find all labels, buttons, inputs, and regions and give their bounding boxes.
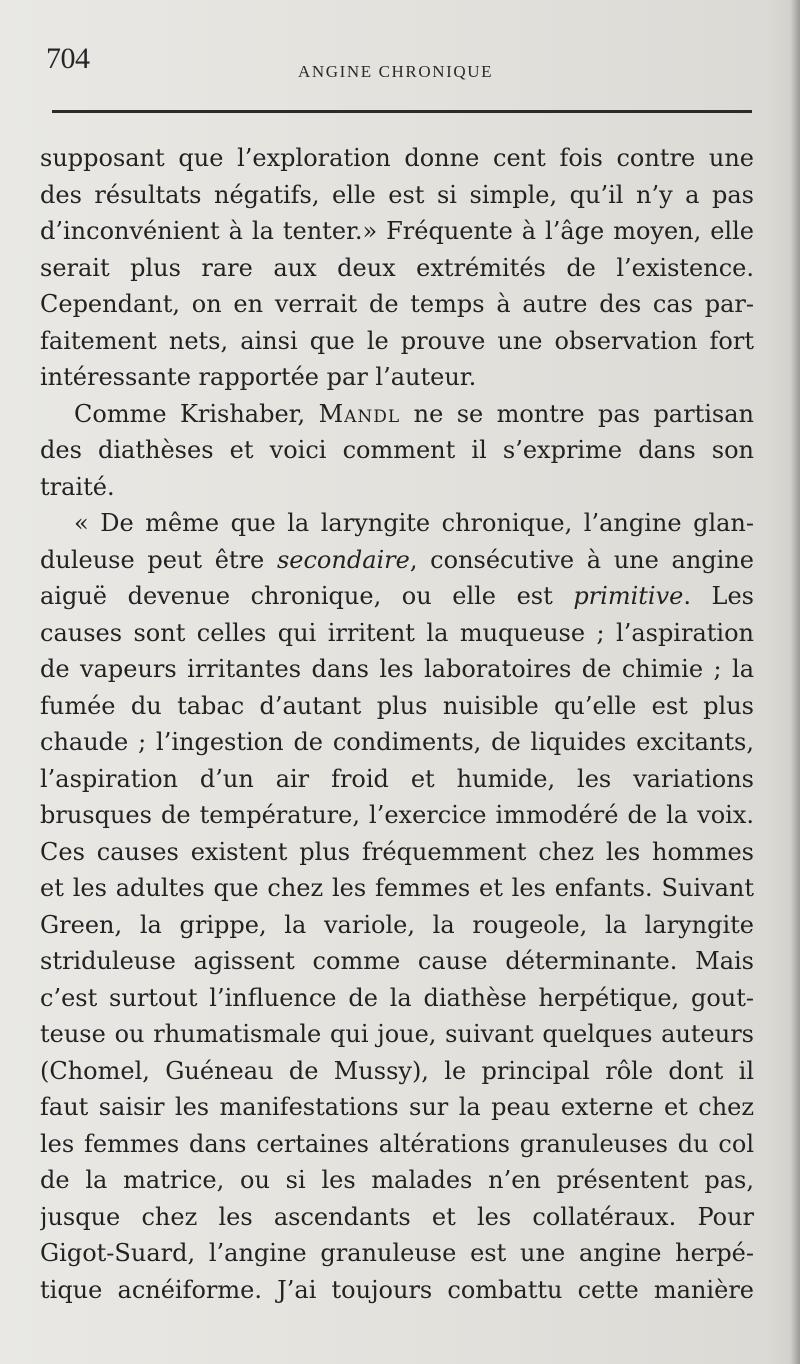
text-line: faitement nets, ainsi que le prouve une observation fort xyxy=(40,326,754,355)
italic-term-secondaire: secondaire xyxy=(276,545,410,574)
text-line: teuse ou rhumatismale qui joue, suivant quelques auteurs xyxy=(40,1020,754,1048)
text-line: traité. xyxy=(40,472,115,501)
text-segment: duleuse peut être xyxy=(40,545,265,574)
text-line xyxy=(40,542,754,579)
text-line: l’aspiration d’un air froid et humide, les variations xyxy=(40,764,754,793)
text-segment: Comme Krishaber, xyxy=(74,399,306,428)
text-line: tique acnéiforme. J’ai toujours combattu cette manière xyxy=(40,1275,754,1304)
text-line: d’inconvénient à la tenter.» Fréquente à l’âge moyen, elle xyxy=(40,217,754,245)
text-line: de vapeurs irritantes dans les laboratoires de chimie ; la xyxy=(40,655,754,683)
page-number: 704 xyxy=(46,42,90,75)
body-text xyxy=(40,140,754,1308)
running-title: ANGINE CHRONIQUE xyxy=(298,62,494,81)
text-line: Gigot-Suard, l’angine granuleuse est une angine herpé- xyxy=(40,1239,754,1267)
text-line: « De même que la laryngite chronique, l’angine glan- xyxy=(74,509,754,537)
text-line: serait plus rare aux deux extrémités de l’existence. xyxy=(40,253,754,282)
text-segment: aiguë devenue chronique, ou elle est xyxy=(40,582,553,610)
text-line: jusque chez les ascendants et les collatéraux. Pour xyxy=(40,1202,754,1231)
text-line: fumée du tabac d’autant plus nuisible qu’elle est plus xyxy=(40,691,754,720)
text-line: des diathèses et voici comment il s’exprime dans son xyxy=(40,436,754,464)
text-line: intéressante rapportée par l’auteur. xyxy=(40,363,477,391)
text-line: chaude ; l’ingestion de condiments, de liquides excitants, xyxy=(40,728,754,756)
text-line: brusques de température, l’exercice immodéré de la voix. xyxy=(40,801,754,829)
text-line: faut saisir les manifestations sur la peau externe et chez xyxy=(40,1093,754,1121)
text-line: Ces causes existent plus fréquemment chez les hommes xyxy=(40,837,754,866)
page-edge-shadow xyxy=(790,0,800,1364)
text-line xyxy=(40,396,754,433)
header-rule xyxy=(52,110,752,113)
text-line: striduleuse agissent comme cause déterminante. Mais xyxy=(40,947,754,975)
text-line xyxy=(40,578,754,615)
text-segment: . Les xyxy=(683,582,754,610)
text-line: Green, la grippe, la variole, la rougeole, la laryngite xyxy=(40,910,754,939)
text-line: causes sont celles qui irritent la muqueuse ; l’aspiration xyxy=(40,618,754,647)
text-segment: ne se montre pas partisan xyxy=(413,399,754,428)
text-segment: , consécutive à une angine xyxy=(409,545,754,574)
text-line: c’est surtout l’influence de la diathèse herpétique, gout- xyxy=(40,983,754,1012)
text-line: des résultats négatifs, elle est si simple, qu’il n’y a pas xyxy=(40,180,754,209)
text-line: (Chomel, Guéneau de Mussy), le principal rôle dont il xyxy=(40,1056,754,1085)
text-line: et les adultes que chez les femmes et les enfants. Suivant xyxy=(40,874,754,902)
text-line: Cependant, on en verrait de temps à autre des cas par- xyxy=(40,290,754,318)
page-header xyxy=(40,42,752,90)
text-line: les femmes dans certaines altérations granuleuses du col xyxy=(40,1129,754,1158)
author-name-mandl: Mandl xyxy=(318,399,401,428)
text-line: de la matrice, ou si les malades n’en présentent pas, xyxy=(40,1166,754,1194)
text-line: supposant que l’exploration donne cent fois contre une xyxy=(40,144,754,172)
italic-term-primitive: primitive xyxy=(573,582,684,610)
